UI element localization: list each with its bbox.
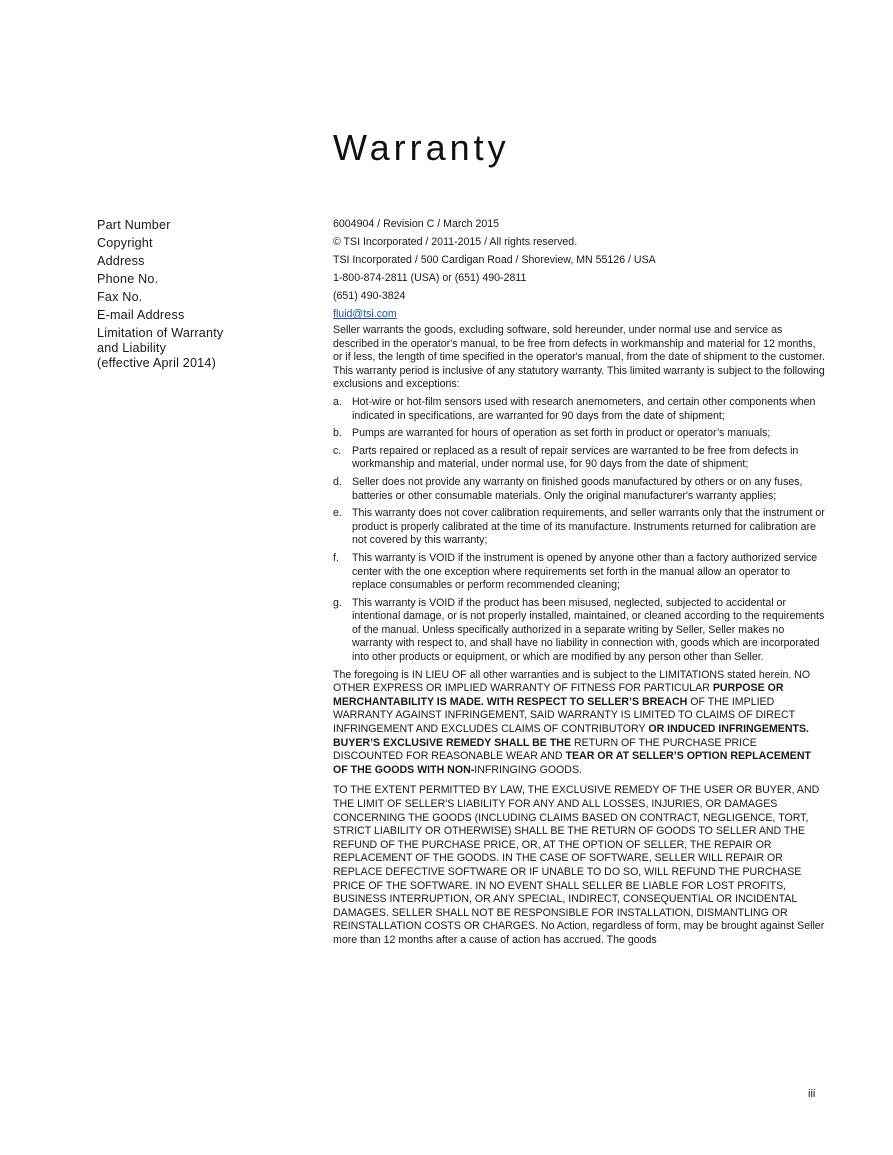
- list-item: [333, 427, 825, 441]
- foregoing-text: OF THE IMPLIED WARRANTY AGAINST INFRINGEMENT, SAID WARRANTY IS LIMITED TO CLAIMS OF DIRECT INFRINGEMENT AND EXCLUDES CLAIMS OF CONTRIBUTORY: [333, 695, 795, 736]
- foregoing-text: RETURN OF THE PURCHASE PRICE DISCOUNTED FOR REASONABLE WEAR AND: [333, 736, 757, 763]
- email-label: E-mail Address: [97, 308, 185, 322]
- list-item-text: This warranty is VOID if the product has been misused, neglected, subjected to accidental or intentional damage, or is not properly installed, maintained, or cleaned according to the requirements of the manual. Unless specifically authorized in a separate writing by Seller, Seller makes no warranty with respect to, and shall have no liability in connection with, goods which are incorporated into other products or equipment, or which are modified by any person other than Seller.: [352, 596, 825, 664]
- email-link[interactable]: fluid@tsi.com: [333, 308, 397, 320]
- list-item-text: This warranty does not cover calibration requirements, and seller warrants only that the instrument or product is properly calibrated at the time of its manufacture. Instruments returned for calibration are not covered by this warranty;: [352, 507, 825, 547]
- foregoing-bold-text: OR INDUCED INFRINGEMENTS. BUYER’S EXCLUSIVE REMEDY SHALL BE THE: [333, 723, 810, 749]
- limitation-label: [97, 326, 327, 371]
- phone-label: Phone No.: [97, 272, 159, 286]
- fax-value: (651) 490-3824: [333, 290, 406, 302]
- list-marker: f.: [333, 551, 339, 564]
- list-marker: g.: [333, 596, 342, 609]
- list-marker: d.: [333, 475, 342, 488]
- list-item: [333, 507, 825, 548]
- copyright-label: Copyright: [97, 236, 153, 250]
- list-item-text: Pumps are warranted for hours of operation as set forth in product or operator’s manuals;: [352, 427, 771, 440]
- list-item-text: Hot-wire or hot-film sensors used with research anemometers, and certain other components when indicated in specifications, are warranted for 90 days from the date of shipment;: [352, 395, 816, 422]
- list-item: [333, 396, 825, 423]
- limitation-label-line: Limitation of Warranty: [97, 326, 224, 340]
- foregoing-text: INFRINGING GOODS.: [474, 763, 582, 776]
- list-item-text: Seller does not provide any warranty on finished goods manufactured by others or on any fuses, batteries or other consumable materials. Only the original manufacturer's warranty applies;: [352, 475, 803, 502]
- foregoing-paragraph: [333, 669, 825, 778]
- list-marker: b.: [333, 427, 342, 440]
- list-marker: e.: [333, 507, 342, 520]
- limitation-label-line: (effective April 2014): [97, 356, 216, 370]
- list-item-text: This warranty is VOID if the instrument is opened by anyone other than a factory authorized service center with the one exception where requirements set forth in the manual allow an operator to replace consumables or perform recommended cleaning;: [352, 551, 818, 592]
- limitation-intro: Seller warrants the goods, excluding software, sold hereunder, under normal use and service as described in the operator's manual, to be free from defects in workmanship and material for 12 months, or if less, the length of time specified in the operator's manual, from the date of shipment to the customer. This warranty period is inclusive of any statutory warranty. This limited warranty is subject to the following exclusions and exceptions:: [333, 324, 825, 391]
- extent-paragraph: TO THE EXTENT PERMITTED BY LAW, THE EXCLUSIVE REMEDY OF THE USER OR BUYER, AND THE LIMIT OF SELLER'S LIABILITY FOR ANY AND ALL LOSSES, INJURIES, OR DAMAGES CONCERNING THE GOODS (INCLUDING CLAIMS BASED ON CONTRACT, NEGLIGENCE, TORT, STRICT LIABILITY OR OTHERWISE) SHALL BE THE RETURN OF GOODS TO SELLER AND THE REFUND OF THE PURCHASE PRICE, OR, AT THE OPTION OF SELLER, THE REPAIR OR REPLACEMENT OF THE GOODS. IN THE CASE OF SOFTWARE, SELLER WILL REPAIR OR REPLACE DEFECTIVE SOFTWARE OR IF UNABLE TO DO SO, WILL REFUND THE PURCHASE PRICE OF THE SOFTWARE. IN NO EVENT SHALL SELLER BE LIABLE FOR LOST PROFITS, BUSINESS INTERRUPTION, OR ANY SPECIAL, INDIRECT, CONSEQUENTIAL OR INCIDENTAL DAMAGES. SELLER SHALL NOT BE RESPONSIBLE FOR INSTALLATION, DISMANTLING OR REINSTALLATION COSTS OR CHARGES. No Action, regardless of form, may be brought against Seller more than 12 months after a cause of action has accrued. The goods: [333, 784, 825, 946]
- list-marker: c.: [333, 444, 342, 457]
- page-title: Warranty: [333, 127, 510, 169]
- part-number-value: 6004904 / Revision C / March 2015: [333, 218, 500, 230]
- foregoing-text: The foregoing is IN LIEU OF all other warranties and is subject to the LIMITATIONS stated herein. NO OTHER EXPRESS OR IMPLIED WARRANTY OF FITNESS FOR PARTICULAR: [333, 668, 811, 695]
- foregoing-bold-text: TEAR OR AT SELLER’S OPTION REPLACEMENT OF THE GOODS WITH NON-: [333, 750, 811, 776]
- part-number-label: Part Number: [97, 218, 171, 232]
- limitation-body: [333, 324, 825, 948]
- limitation-label-line: and Liability: [97, 341, 167, 355]
- list-item: [333, 476, 825, 503]
- list-marker: a.: [333, 395, 342, 408]
- copyright-value: © TSI Incorporated / 2011-2015 / All rights reserved.: [333, 236, 578, 248]
- page-number: iii: [808, 1088, 816, 1100]
- list-item: [333, 552, 825, 593]
- email-value: [333, 308, 823, 322]
- fax-label: Fax No.: [97, 290, 143, 304]
- foregoing-bold-text: PURPOSE OR MERCHANTABILITY IS MADE. WITH RESPECT TO SELLER’S BREACH: [333, 682, 784, 708]
- phone-value: 1-800-874-2811 (USA) or (651) 490-2811: [333, 272, 527, 284]
- exclusions-list: [333, 396, 825, 665]
- list-item-text: Parts repaired or replaced as a result of repair services are warranted to be free from defects in workmanship and material, under normal use, for 90 days from the date of shipment;: [352, 444, 799, 471]
- list-item: [333, 597, 825, 665]
- address-value: TSI Incorporated / 500 Cardigan Road / Shoreview, MN 55126 / USA: [333, 254, 656, 266]
- address-label: Address: [97, 254, 145, 268]
- list-item: [333, 445, 825, 472]
